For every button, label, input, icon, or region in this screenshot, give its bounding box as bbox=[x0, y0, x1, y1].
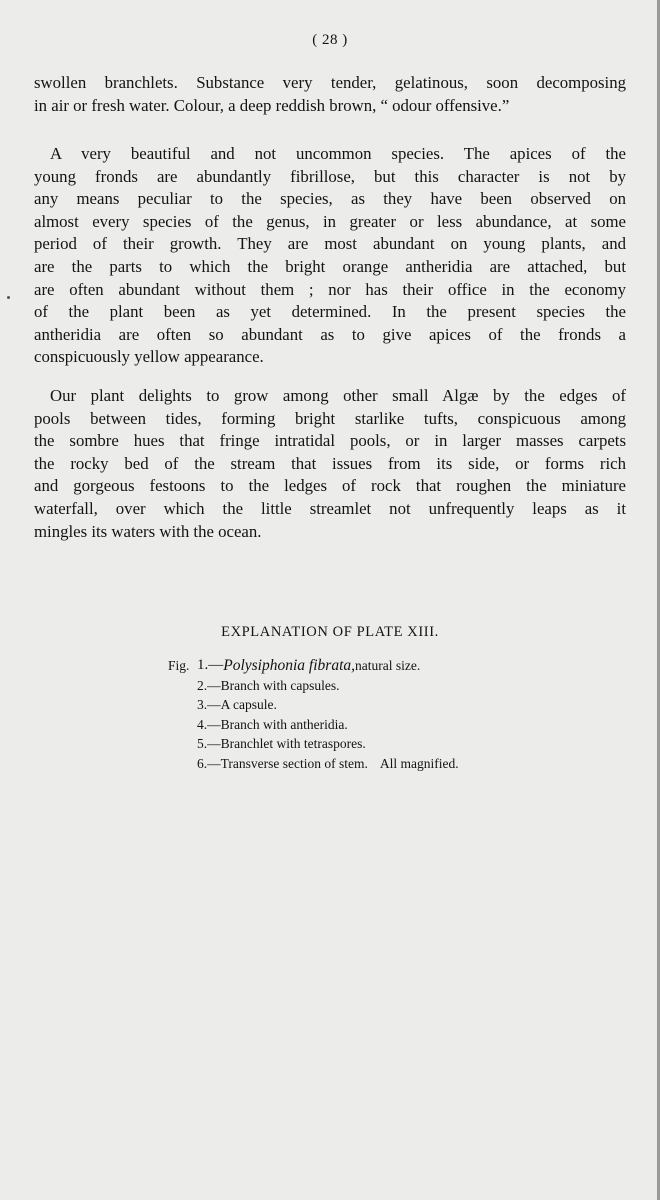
text-line: antheridia are often so abundant as to give apices of the fronds a bbox=[34, 324, 626, 344]
text-line: any means peculiar to the species, as they have been observed on bbox=[34, 189, 626, 209]
text-line: young fronds are abundantly fibrillose, but this character is not by bbox=[34, 166, 626, 186]
text-line: of the plant been as yet determined. In the present species the bbox=[34, 302, 626, 322]
paragraph-2 bbox=[34, 143, 626, 369]
figure-number: 5.— bbox=[197, 736, 221, 752]
text-line: conspicuously yellow appearance. bbox=[34, 347, 264, 367]
text-line: in air or fresh water. Colour, a deep reddish brown, “ odour offensive.” bbox=[34, 95, 510, 115]
page-number: ( 28 ) bbox=[312, 32, 348, 48]
figure-item bbox=[168, 676, 459, 696]
figure-item bbox=[168, 695, 459, 715]
text-line: mingles its waters with the ocean. bbox=[34, 521, 262, 541]
text-line: waterfall, over which the little streamlet not unfrequently leaps as it bbox=[34, 498, 626, 518]
figure-caption: Branchlet with tetraspores. bbox=[220, 736, 366, 752]
figure-caption: Branch with capsules. bbox=[220, 677, 340, 693]
figure-item bbox=[168, 715, 459, 735]
figure-caption: natural size. bbox=[355, 658, 421, 673]
species-name: Polysiphonia fibrata, bbox=[223, 657, 355, 674]
text-line: and gorgeous festoons to the ledges of rock that roughen the miniature bbox=[34, 476, 626, 496]
paragraph-3 bbox=[34, 385, 626, 543]
text-line: Our plant delights to grow among other small Algæ by the edges of bbox=[50, 386, 626, 405]
figure-number: 4.— bbox=[197, 716, 221, 732]
figure-number: 3.— bbox=[197, 697, 221, 713]
ink-speck bbox=[7, 296, 10, 299]
figure-item bbox=[168, 754, 459, 774]
figure-caption: Branch with antheridia. bbox=[220, 716, 348, 732]
text-line: the sombre hues that fringe intratidal pools, or in larger masses carpets bbox=[34, 431, 626, 451]
text-line: period of their growth. They are most abundant on young plants, and bbox=[34, 234, 626, 254]
text-line: are the parts to which the bright orange antheridia are attached, but bbox=[34, 256, 626, 276]
text-line: are often abundant without them ; nor has their office in the economy bbox=[34, 279, 626, 299]
paragraph-1 bbox=[34, 72, 626, 117]
figure-number: 6.— bbox=[197, 755, 221, 771]
plate-explanation-heading: EXPLANATION OF PLATE XIII. bbox=[221, 624, 439, 640]
figure-caption: Transverse section of stem. bbox=[220, 755, 368, 771]
text-line: the rocky bed of the stream that issues from its side, or forms rich bbox=[34, 453, 626, 473]
text-line: swollen branchlets. Substance very tender, gelatinous, soon decomposing bbox=[34, 73, 626, 92]
figure-number: 2.— bbox=[197, 677, 221, 693]
figure-number: 1.— bbox=[197, 657, 224, 673]
fig-label: Fig. bbox=[168, 658, 190, 673]
figure-list bbox=[168, 656, 459, 774]
text-line: almost every species of the genus, in greater or less abundance, at some bbox=[34, 211, 626, 231]
figure-caption: A capsule. bbox=[220, 697, 277, 713]
text-line: A very beautiful and not uncommon species. The apices of the bbox=[50, 144, 626, 163]
figure-item bbox=[168, 656, 459, 676]
figure-item bbox=[168, 734, 459, 754]
text-line: pools between tides, forming bright starlike tufts, conspicuous among bbox=[34, 408, 626, 428]
magnification-note: All magnified. bbox=[379, 755, 459, 771]
